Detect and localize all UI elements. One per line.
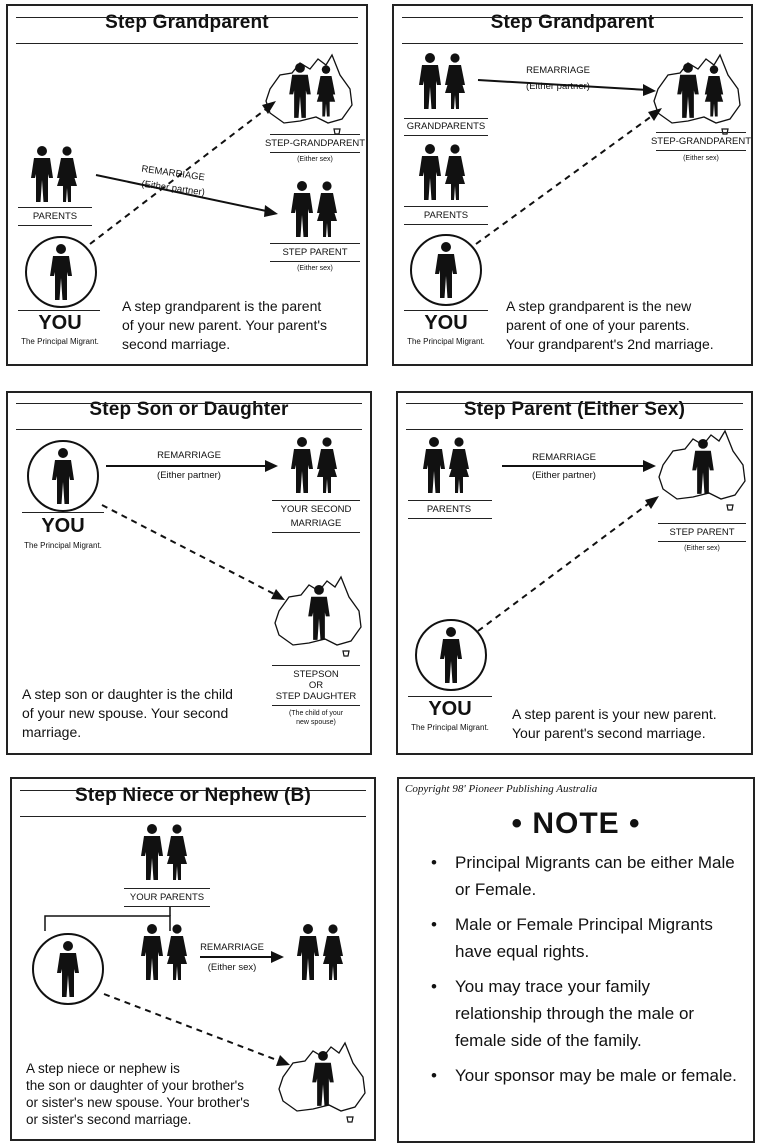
underline: [18, 310, 100, 311]
underline: [404, 310, 488, 311]
underline: [656, 150, 746, 151]
dashed-arrow-head: [645, 496, 659, 509]
underline: [18, 225, 92, 226]
description-line: of your new spouse. Your second: [22, 705, 229, 721]
underline: [272, 705, 360, 706]
underline: [658, 523, 746, 524]
panel-step-son-or-daughter: [6, 391, 372, 755]
grandparents-figures: [419, 53, 465, 109]
either-partner-label: (Either partner): [157, 470, 221, 481]
panel-title: Step Grandparent: [490, 12, 655, 33]
you-figure: [411, 235, 481, 305]
panel-title: Step Parent (Either Sex): [463, 399, 686, 420]
dashed-arrow-head: [276, 1055, 290, 1066]
remarriage-label: REMARRIAGE: [140, 163, 206, 184]
description-line: the son or daughter of your brother's: [26, 1078, 244, 1093]
underline: [408, 696, 492, 697]
label-line: YOUR SECOND: [280, 504, 352, 515]
dashed-link-arrow: [102, 505, 278, 596]
step-niece-nephew-figure: [279, 1043, 365, 1122]
underline: [404, 224, 488, 225]
remarriage-label: REMARRIAGE: [157, 450, 221, 461]
parents-figures: [419, 144, 465, 200]
note-item-text: Principal Migrants can be either Male or Female.: [455, 853, 735, 899]
description-line: Your parent's second marriage.: [512, 725, 706, 741]
label-line: STEPSON: [293, 669, 339, 680]
description: [122, 297, 327, 354]
step-parent-figure: [659, 431, 745, 510]
description-line: A step niece or nephew is: [26, 1061, 180, 1076]
copyright-text: Copyright 98' Pioneer Publishing Australia: [405, 783, 598, 795]
underline: [408, 500, 492, 501]
arrow-head: [265, 460, 278, 472]
dashed-arrow-head: [262, 101, 276, 114]
note-item: [429, 1062, 739, 1089]
description-line: or sister's new spouse. Your brother's: [26, 1095, 250, 1110]
arrow-head: [271, 951, 284, 963]
step-parent-label: STEP PARENT: [669, 527, 735, 538]
either-partner-label: (Either partner): [140, 178, 206, 199]
bullet: •: [431, 977, 437, 996]
bullet: •: [431, 915, 437, 934]
principal-migrant-label: The Principal Migrant.: [411, 723, 489, 732]
underline: [270, 243, 360, 244]
you-label: YOU: [424, 312, 468, 334]
parents-figures: [31, 146, 77, 202]
principal-migrant-label: The Principal Migrant.: [407, 337, 485, 346]
either-partner-label: (Either partner): [532, 470, 596, 481]
underline: [272, 500, 360, 501]
label-line: new spouse): [296, 719, 336, 726]
either-sex-label: (Either sex): [297, 265, 333, 272]
remarriage-label: REMARRIAGE: [532, 452, 596, 463]
dashed-link-arrow: [104, 994, 282, 1062]
either-sex-label: (Either sex): [683, 155, 719, 162]
underline: [272, 532, 360, 533]
underline: [124, 906, 210, 907]
label-line: OR: [308, 680, 324, 691]
underline: [404, 135, 488, 136]
underline: [408, 518, 492, 519]
panel-step-grandparent-2: [392, 4, 753, 366]
new-spouse-figures: [297, 924, 343, 980]
stepson-sub-label: [289, 709, 343, 727]
you-figure: [26, 237, 96, 307]
you-figure: [28, 441, 98, 511]
note-item: [429, 911, 739, 965]
underline: [270, 261, 360, 262]
underline: [404, 206, 488, 207]
panel-step-parent: [396, 391, 753, 755]
description-line: A step grandparent is the parent: [122, 298, 322, 314]
note-item-text: Your sponsor may be male or female.: [455, 1066, 737, 1085]
step-parent-figures: [291, 181, 337, 237]
bullet: •: [431, 1066, 437, 1085]
your-parents-figures: [141, 824, 187, 880]
either-sex-label: (Either sex): [207, 962, 257, 973]
description-line: marriage.: [22, 724, 82, 740]
description-line: A step parent is your new parent.: [512, 706, 717, 722]
panel-step-grandparent-1: [6, 4, 368, 366]
you-figure: [416, 620, 486, 690]
step-parent-label: STEP PARENT: [282, 247, 348, 258]
description-line: A step grandparent is the new: [506, 298, 692, 314]
parents-label: PARENTS: [426, 504, 472, 515]
step-grandparent-label: STEP-GRANDPARENT: [264, 138, 366, 149]
note-item-text: You may trace your family relationship through the male or female side of the family.: [455, 977, 695, 1050]
step-grandparent-label: STEP-GRANDPARENT: [650, 136, 752, 147]
description: [506, 297, 714, 354]
step-grandparent-figures: [654, 55, 740, 134]
sibling-pair-figures: [141, 924, 187, 980]
panel-note: [397, 777, 755, 1143]
arrow-head: [643, 460, 656, 472]
remarriage-label: REMARRIAGE: [526, 65, 590, 76]
remarriage-label: REMARRIAGE: [200, 942, 264, 953]
note-item: [429, 849, 739, 903]
label-line: (The child of your: [288, 710, 344, 717]
label-line: STEP DAUGHTER: [275, 691, 357, 702]
second-marriage-figures: [291, 437, 337, 493]
description-line: Your grandparent's 2nd marriage.: [506, 336, 714, 352]
underline: [22, 512, 104, 513]
parents-label: PARENTS: [32, 211, 78, 222]
description: [26, 1060, 250, 1128]
underline: [404, 118, 488, 119]
description-line: or sister's second marriage.: [26, 1112, 192, 1127]
stepson-label: [276, 669, 357, 702]
parents-label: PARENTS: [423, 210, 469, 221]
dashed-link-arrow: [478, 501, 652, 631]
dashed-arrow-head: [271, 589, 285, 600]
underline: [658, 541, 746, 542]
arrow-head: [643, 84, 656, 96]
description-line: parent of one of your parents.: [506, 317, 690, 333]
note-title: • NOTE •: [511, 807, 641, 840]
description: [22, 685, 233, 742]
step-grandparent-figures: [266, 55, 352, 134]
principal-migrant-label: The Principal Migrant.: [21, 337, 99, 346]
stepchild-figure: [275, 577, 361, 656]
either-sex-label: (Either sex): [684, 545, 720, 552]
your-parents-label: YOUR PARENTS: [129, 892, 205, 903]
panel-step-niece-or-nephew: [10, 777, 376, 1141]
description-line: of your new parent. Your parent's: [122, 317, 328, 333]
underline: [124, 888, 210, 889]
second-marriage-label: [281, 504, 352, 529]
arrow-head: [264, 205, 278, 217]
parents-figures: [423, 437, 469, 493]
underline: [270, 134, 360, 135]
label-line: MARRIAGE: [290, 518, 342, 529]
description-line: second marriage.: [122, 336, 231, 352]
panel-title: Step Grandparent: [105, 12, 269, 33]
note-list: [429, 849, 739, 1097]
underline: [656, 132, 746, 133]
either-partner-label: (Either partner): [526, 81, 590, 92]
grandparents-label: GRANDPARENTS: [406, 121, 486, 132]
you-figure: [33, 934, 103, 1004]
underline: [272, 665, 360, 666]
dashed-link-arrow: [476, 113, 656, 244]
description: [512, 705, 717, 743]
panel-title: Step Niece or Nephew (B): [74, 785, 311, 806]
underline: [270, 152, 360, 153]
panel-title: Step Son or Daughter: [89, 399, 289, 420]
principal-migrant-label: The Principal Migrant.: [24, 541, 102, 550]
you-label: YOU: [428, 698, 472, 720]
note-item-text: Male or Female Principal Migrants have equal rights.: [455, 915, 713, 961]
bullet: •: [431, 853, 437, 872]
description-line: A step son or daughter is the child: [22, 686, 233, 702]
you-label: YOU: [38, 312, 82, 334]
note-item: [429, 973, 739, 1054]
you-label: YOU: [41, 515, 85, 537]
either-sex-label: (Either sex): [297, 156, 333, 163]
underline: [18, 207, 92, 208]
